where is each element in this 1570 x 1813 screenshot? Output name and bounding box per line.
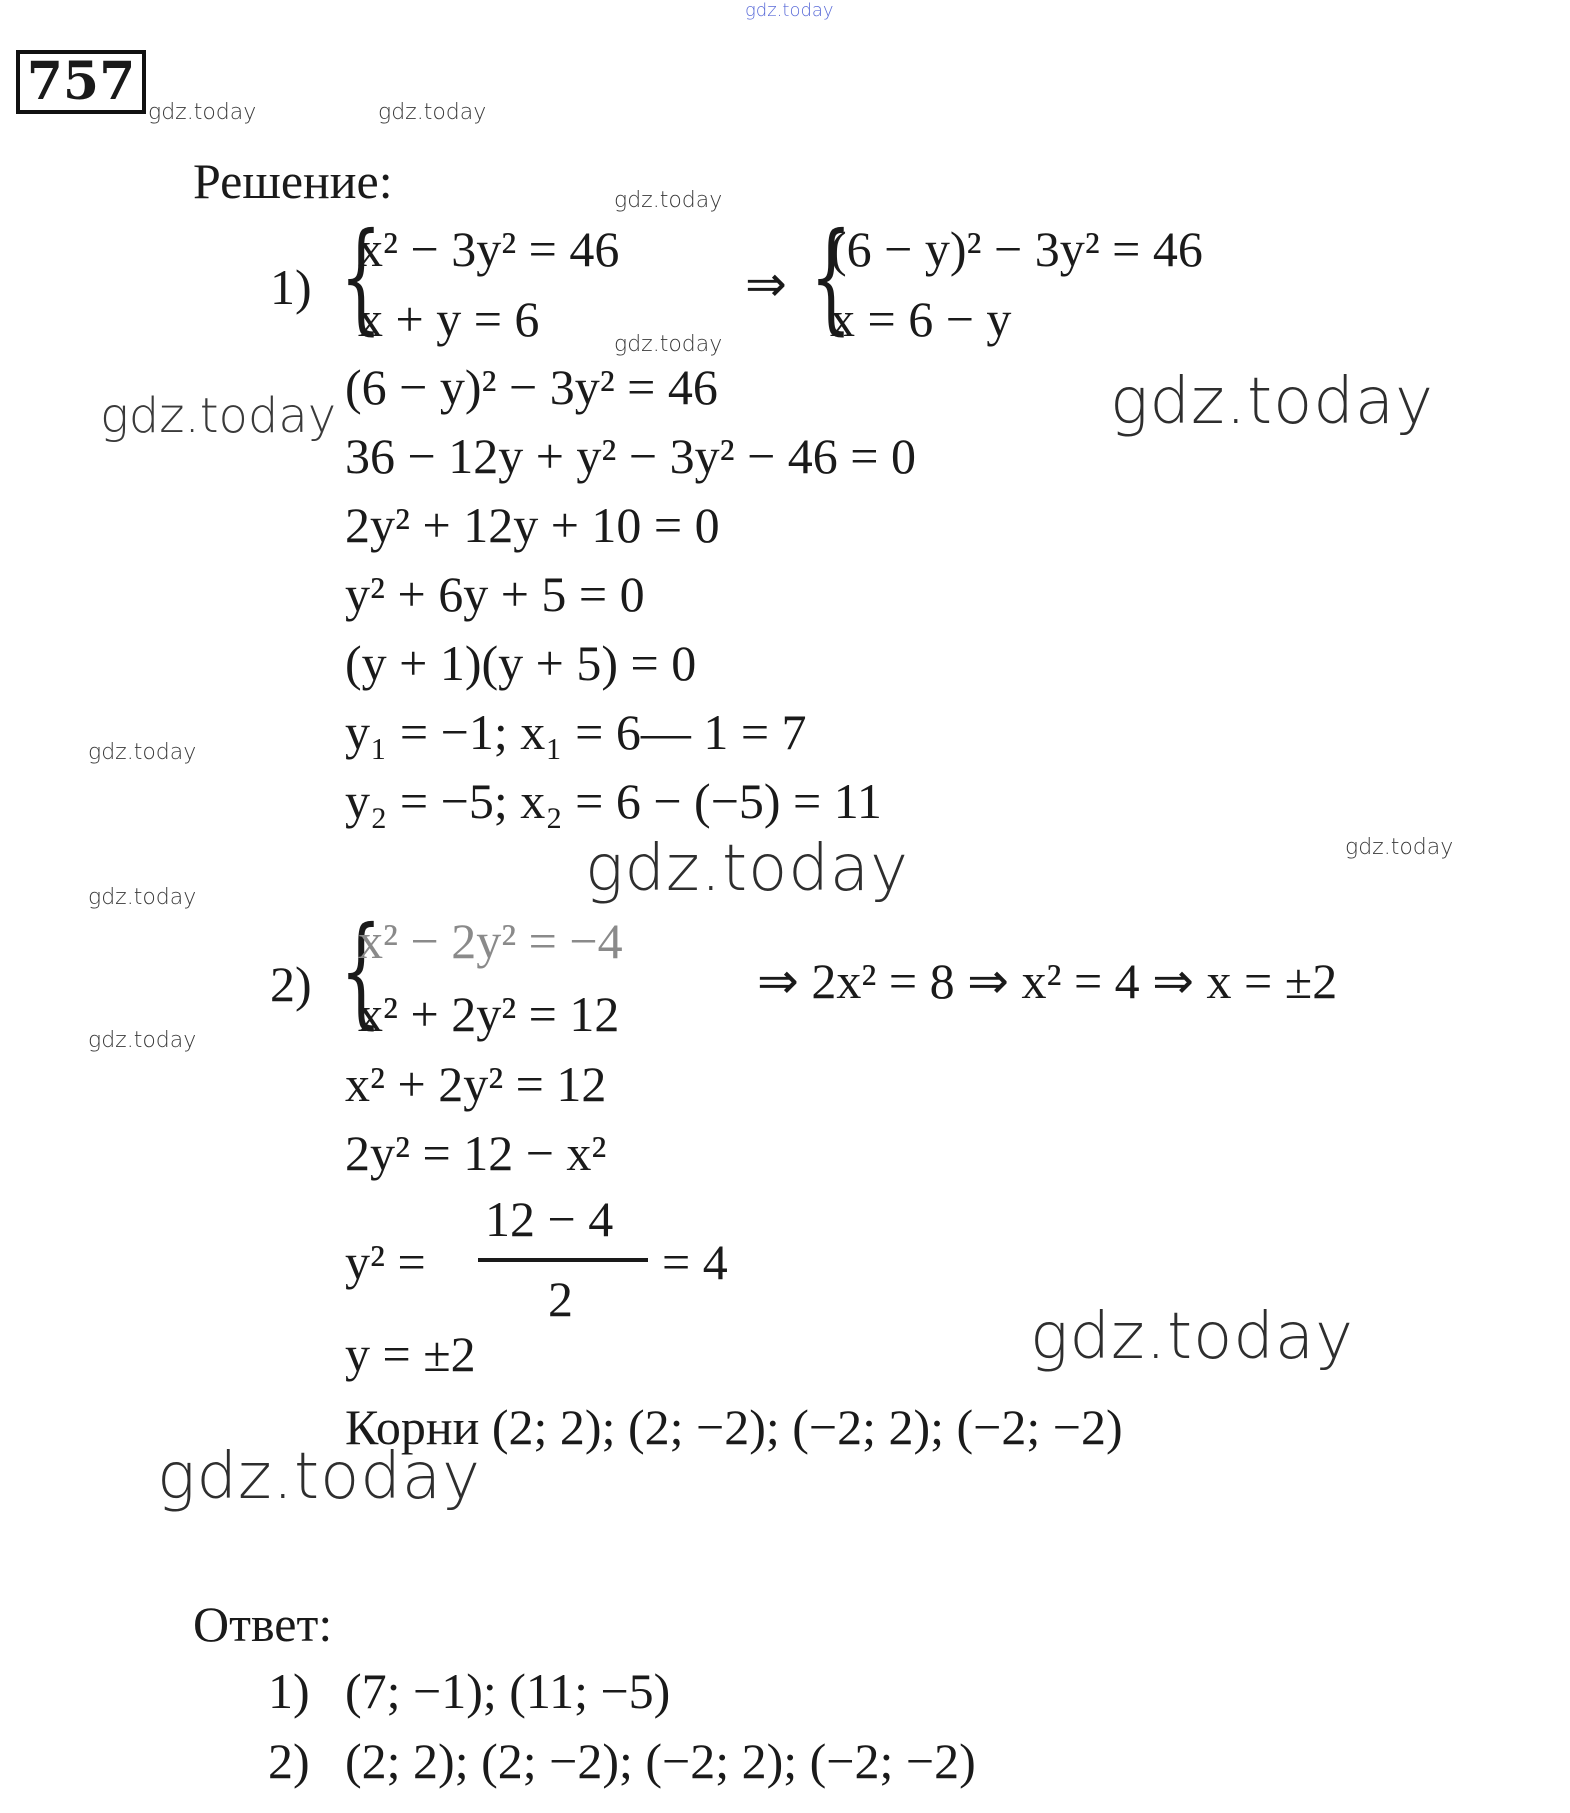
part2-step: x² + 2y² = 12 [345,1056,607,1112]
part1-label: 1) [270,259,312,315]
watermark-large: gdz.today [157,1440,481,1514]
part1-system-line2: x + y = 6 [358,291,540,347]
watermark-large: gdz.today [585,832,909,906]
part1-step: 2y² + 12y + 10 = 0 [345,497,720,553]
part1-step: y₁ = −1; x₁ = 6— 1 = 7 [345,704,807,760]
part1-system-right-line1: (6 − y)² − 3y² = 46 [830,221,1203,277]
watermark-large: gdz.today [1110,365,1434,439]
part1-step: 36 − 12y + y² − 3y² − 46 = 0 [345,428,916,484]
part1-system-right-line2: x = 6 − y [830,291,1012,347]
part2-y-result: y = ±2 [345,1326,476,1382]
watermark-small: gdz.today [614,188,723,213]
fraction-bar [478,1258,648,1262]
watermark-small: gdz.today [614,332,723,357]
watermark-small: gdz.today [1345,835,1454,860]
part2-system-line1: x² − 2y² = −4 [358,913,623,969]
answer-label: 2) [268,1733,310,1789]
solution-heading: Решение: [193,153,393,209]
fraction-right: = 4 [662,1234,728,1290]
part2-implication: ⇒ 2x² = 8 ⇒ x² = 4 ⇒ x = ±2 [757,953,1338,1009]
part2-system-line2: x² + 2y² = 12 [358,986,620,1042]
fraction-left: y² = [345,1234,426,1290]
part1-step: (6 − y)² − 3y² = 46 [345,359,718,415]
watermark-small: gdz.today [378,100,487,125]
watermark-small: gdz.today [88,1028,197,1053]
system-brace: { [340,208,382,347]
answer-heading: Ответ: [193,1596,333,1652]
part2-label: 2) [270,956,312,1012]
watermark-small: gdz.today [88,885,197,910]
fraction-numerator: 12 − 4 [485,1191,614,1247]
problem-number: 757 [16,50,146,114]
watermark-small: gdz.today [88,740,197,765]
answer-text: (2; 2); (2; −2); (−2; 2); (−2; −2) [345,1733,976,1789]
answer-label: 1) [268,1663,310,1719]
implies-arrow: ⇒ [745,256,787,312]
part1-step: y² + 6y + 5 = 0 [345,566,645,622]
part2-roots: Корни (2; 2); (2; −2); (−2; 2); (−2; −2) [345,1399,1123,1455]
part2-step: 2y² = 12 − x² [345,1125,607,1181]
watermark-small: gdz.today [148,100,257,125]
answer-text: (7; −1); (11; −5) [345,1663,671,1719]
part1-step: (y + 1)(y + 5) = 0 [345,635,697,691]
fraction-denominator: 2 [548,1271,573,1327]
part1-step: y₂ = −5; x₂ = 6 − (−5) = 11 [345,773,882,829]
watermark-large: gdz.today [1030,1300,1354,1374]
system-brace: { [810,208,852,347]
watermark-top: gdz.today [745,0,834,21]
part1-system-line1: x² − 3y² = 46 [358,221,620,277]
system-brace: { [340,902,382,1041]
watermark-medium: gdz.today [100,388,337,444]
